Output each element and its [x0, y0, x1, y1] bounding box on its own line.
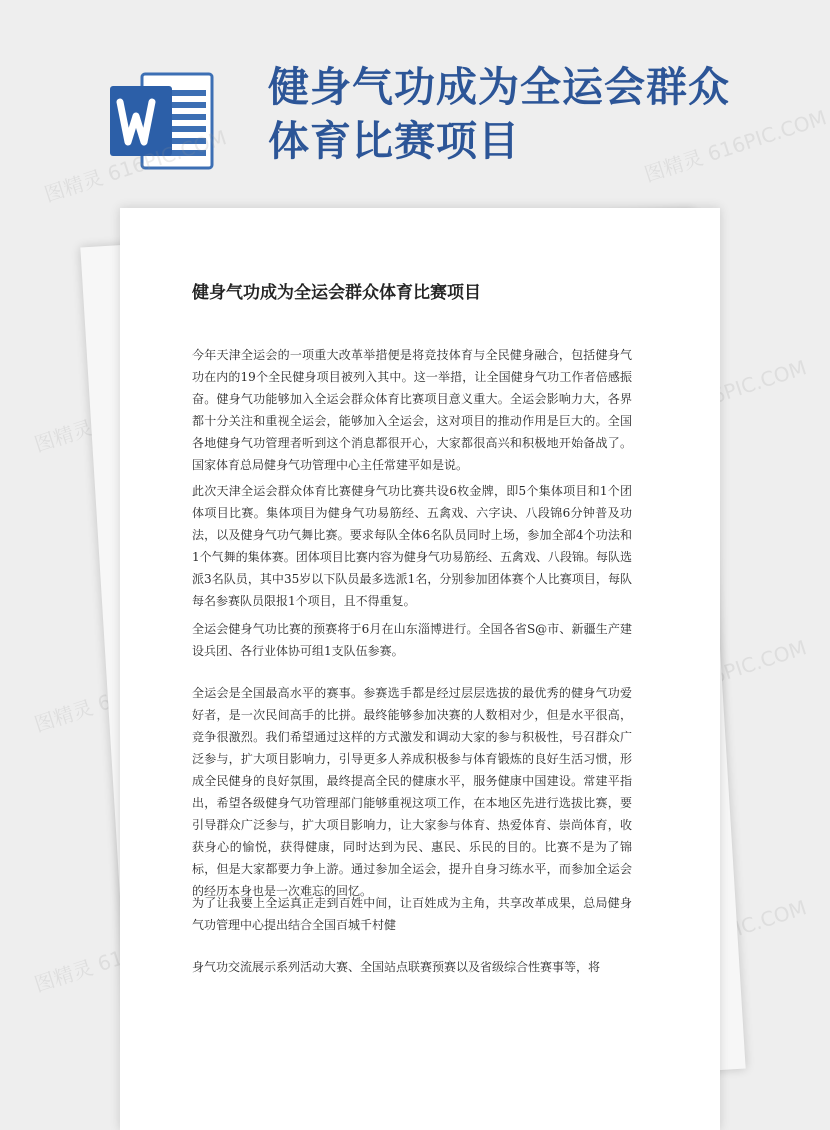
- watermark: 616PIC.COM: [684, 635, 810, 697]
- watermark: 图精灵: [31, 695, 96, 737]
- paragraph: 今年天津全运会的一项重大改革举措便是将竞技体育与全民健身融合，包括健身气功在内的19个全民健身项目被列入其中。这一举措，让全国健身气功工作者倍感振奋。健身气功能够加入全运会群众体育比赛项目意义重大。全运会影响力大，各界都十分关注和重视全运会，能够加入全运会，这对项目的推动作用是巨大的。全国各地健身气功管理者听到这个消息都很开心，大家都很高兴和积极地开始备战了。国家体育总局健身气功管理中心主任常建平如是说。: [192, 348, 632, 472]
- banner-title: 健身气功成为全运会群众体育比赛项目: [268, 63, 730, 165]
- watermark: 616PIC.COM: [684, 355, 810, 417]
- watermark: 图精灵: [31, 415, 96, 457]
- paragraph: 全运会是全国最高水平的赛事。参赛选手都是经过层层选拔的最优秀的健身气功爱好者，是一次民间高手的比拼。最终能够参加决赛的人数相对少，但是水平很高，竞争很激烈。我们希望通过这样的方式激发和调动大家的参与积极性，号召群众广泛参与，扩大项目影响力，引导更多人养成积极参与体育锻炼的良好生活习惯，形成全民健身的良好氛围，最终提高全民的健康水平，服务健康中国建设。常建平指出，希望各级健身气功管理部门能够重视这项工作，在本地区先进行选拔比赛，要引导群众广泛参与，扩大项目影响力，让大家参与体育、热爱体育、崇尚体育，收获身心的愉悦，获得健康，同时达到为民、惠民、乐民的目的。比赛不是为了锦标，但是大家都要力争上游。通过参加全运会，提升自身习练水平，而参加全运会的经历本身也是一次难忘的回忆。: [192, 686, 632, 898]
- paragraph: 此次天津全运会群众体育比赛健身气功比赛共设6枚金牌，即5个集体项目和1个团体项目比赛。集体项目为健身气功易筋经、五禽戏、六字诀、八段锦6分钟普及功法，以及健身气功气舞比赛。要求每队全体6名队员同时上场，参加全部4个功法和1个气舞的集体赛。团体项目比赛内容为健身气功易筋经、五禽戏、八段锦。每队选派3名队员，其中35岁以下队员最多选派1名，分别参加团体赛个人比赛项目，每队每名参赛队员限报1个项目，且不得重复。: [192, 484, 632, 608]
- paragraph: 身气功交流展示系列活动大赛、全国站点联赛预赛以及省级综合性赛事等，将: [192, 960, 601, 974]
- watermark: 图精灵 616PIC.COM: [41, 125, 230, 207]
- watermark: 图精灵: [31, 955, 96, 997]
- document-page: [120, 208, 720, 1130]
- paragraph: 为了让我要上全运真正走到百姓中间，让百姓成为主角，共享改革成果，总局健身气功管理中心提出结合全国百城千村健: [192, 896, 632, 932]
- paragraph: 全运会健身气功比赛的预赛将于6月在山东淄博进行。全国各省S@市、新疆生产建设兵团、各行业体协可组1支队伍参赛。: [192, 622, 632, 658]
- watermark: 616PIC.COM: [684, 895, 810, 957]
- watermark: 图精灵 616PIC.COM: [641, 105, 830, 187]
- word-document-icon: [108, 70, 216, 172]
- document-title: 健身气功成为全运会群众体育比赛项目: [192, 283, 481, 303]
